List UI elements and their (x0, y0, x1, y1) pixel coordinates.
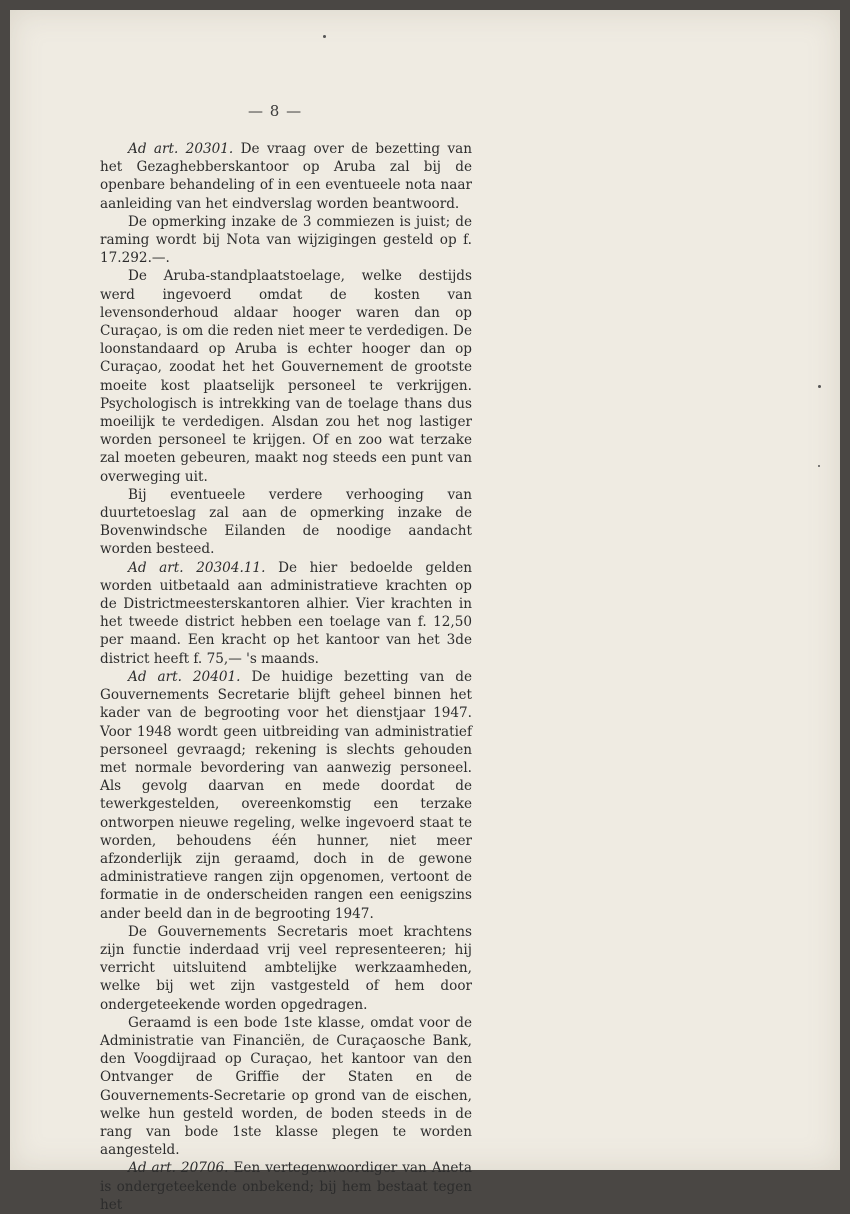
paragraph (100, 1014, 472, 1160)
paragraph (100, 668, 472, 923)
paper-speck (323, 35, 326, 38)
document-page (10, 10, 840, 1213)
paragraph-text: De Aruba-standplaatstoelage, welke destijds werd ingevoerd omdat de kosten van levensonderhoud aldaar hooger waren dan op Curaçao, is om die reden niet meer te verdedigen. De loonstandaard op Aruba is echter hooger dan op Curaçao, zoodat het het Gouvernement de grootste moeite kost plaatselijk personeel te verkrijgen. Psychologisch is intrekking van de toelage thans dus moeilijk te verdedigen. Alsdan zou het nog lastiger worden personeel te krijgen. Of en zoo wat terzake zal moeten gebeuren, maakt nog steeds een punt van overweging uit. (100, 268, 472, 485)
paragraph-text: De Gouvernements Secretaris moet krachtens zijn functie inderdaad vrij veel representeeren; hij verricht uitsluitend ambtelijke werkzaamheden, welke bij wet zijn vastgesteld of hem door ondergeteekende worden opgedragen. (100, 923, 472, 1013)
paragraph-text: De opmerking inzake de 3 commiezen is juist; de raming wordt bij Nota van wijzigingen gesteld op f. 17.292.—. (100, 213, 472, 267)
paragraph (100, 923, 472, 1014)
paper-speck (818, 465, 820, 467)
paragraph-text: De huidige bezetting van de Gouvernements Secretarie blijft geheel binnen het kader van de begrooting voor het dienstjaar 1947. Voor 1948 wordt geen uitbreiding van administratief personeel gevraagd; rekening is slechts gehouden met normale bevordering van aanwezig personeel. Als gevolg daarvan en mede doordat de tewerkgestelden, overeenkomstig een terzake ontworpen nieuwe regeling, welke ingevoerd staat te worden, behoudens één hunner, niet meer afzonderlijk zijn geraamd, doch in de gewone administratieve rangen zijn opgenomen, vertoont de formatie in de onderscheiden rangen een eenigszins ander beeld dan in de begrooting 1947. (100, 668, 472, 922)
paragraph (100, 213, 472, 268)
article-reference: Ad art. 20401. (128, 668, 241, 685)
paragraph-text: Bij eventueele verdere verhooging van duurtetoeslag zal aan de opmerking inzake de Bovenwindsche Eilanden de noodige aandacht worden besteed. (100, 486, 472, 558)
paragraph-text: Een vertegenwoordiger van Aneta is ondergeteekende onbekend; bij hem bestaat tegen het (100, 1160, 472, 1213)
paper-speck (818, 385, 821, 388)
article-reference: Ad art. 20301. (128, 141, 234, 157)
page-number: — 8 — (248, 102, 303, 120)
paragraph (100, 267, 472, 485)
paragraph (100, 486, 472, 559)
paragraph (100, 1159, 472, 1214)
article-reference: Ad art. 20304.11. (128, 559, 266, 576)
body-text (100, 140, 472, 1214)
paragraph-text: Geraamd is een bode 1ste klasse, omdat voor de Administratie van Financiën, de Curaçaosche Bank, den Voogdijraad op Curaçao, het kantoor van den Ontvanger de Griffie der Staten en de Gouvernements-Secretarie op grond van de eischen, welke hun gesteld worden, de boden steeds in de rang van bode 1ste klasse plegen te worden aangesteld. (100, 1014, 472, 1159)
paragraph-text: De vraag over de bezetting van het Gezaghebberskantoor op Aruba zal bij de openbare behandeling of in een eventueele nota naar aanleiding van het eindverslag worden beantwoord. (100, 141, 472, 212)
paragraph (100, 140, 472, 213)
paragraph (100, 559, 472, 668)
paragraph-text: De hier bedoelde gelden worden uitbetaald aan administratieve krachten op de Districtmeesterskantoren alhier. Vier krachten in het tweede district hebben een toelage van f. 12,50 per maand. Een kracht op het kantoor van het 3de district heeft f. 75,— 's maands. (100, 559, 472, 667)
article-reference: Ad art. 20706. (128, 1160, 229, 1177)
